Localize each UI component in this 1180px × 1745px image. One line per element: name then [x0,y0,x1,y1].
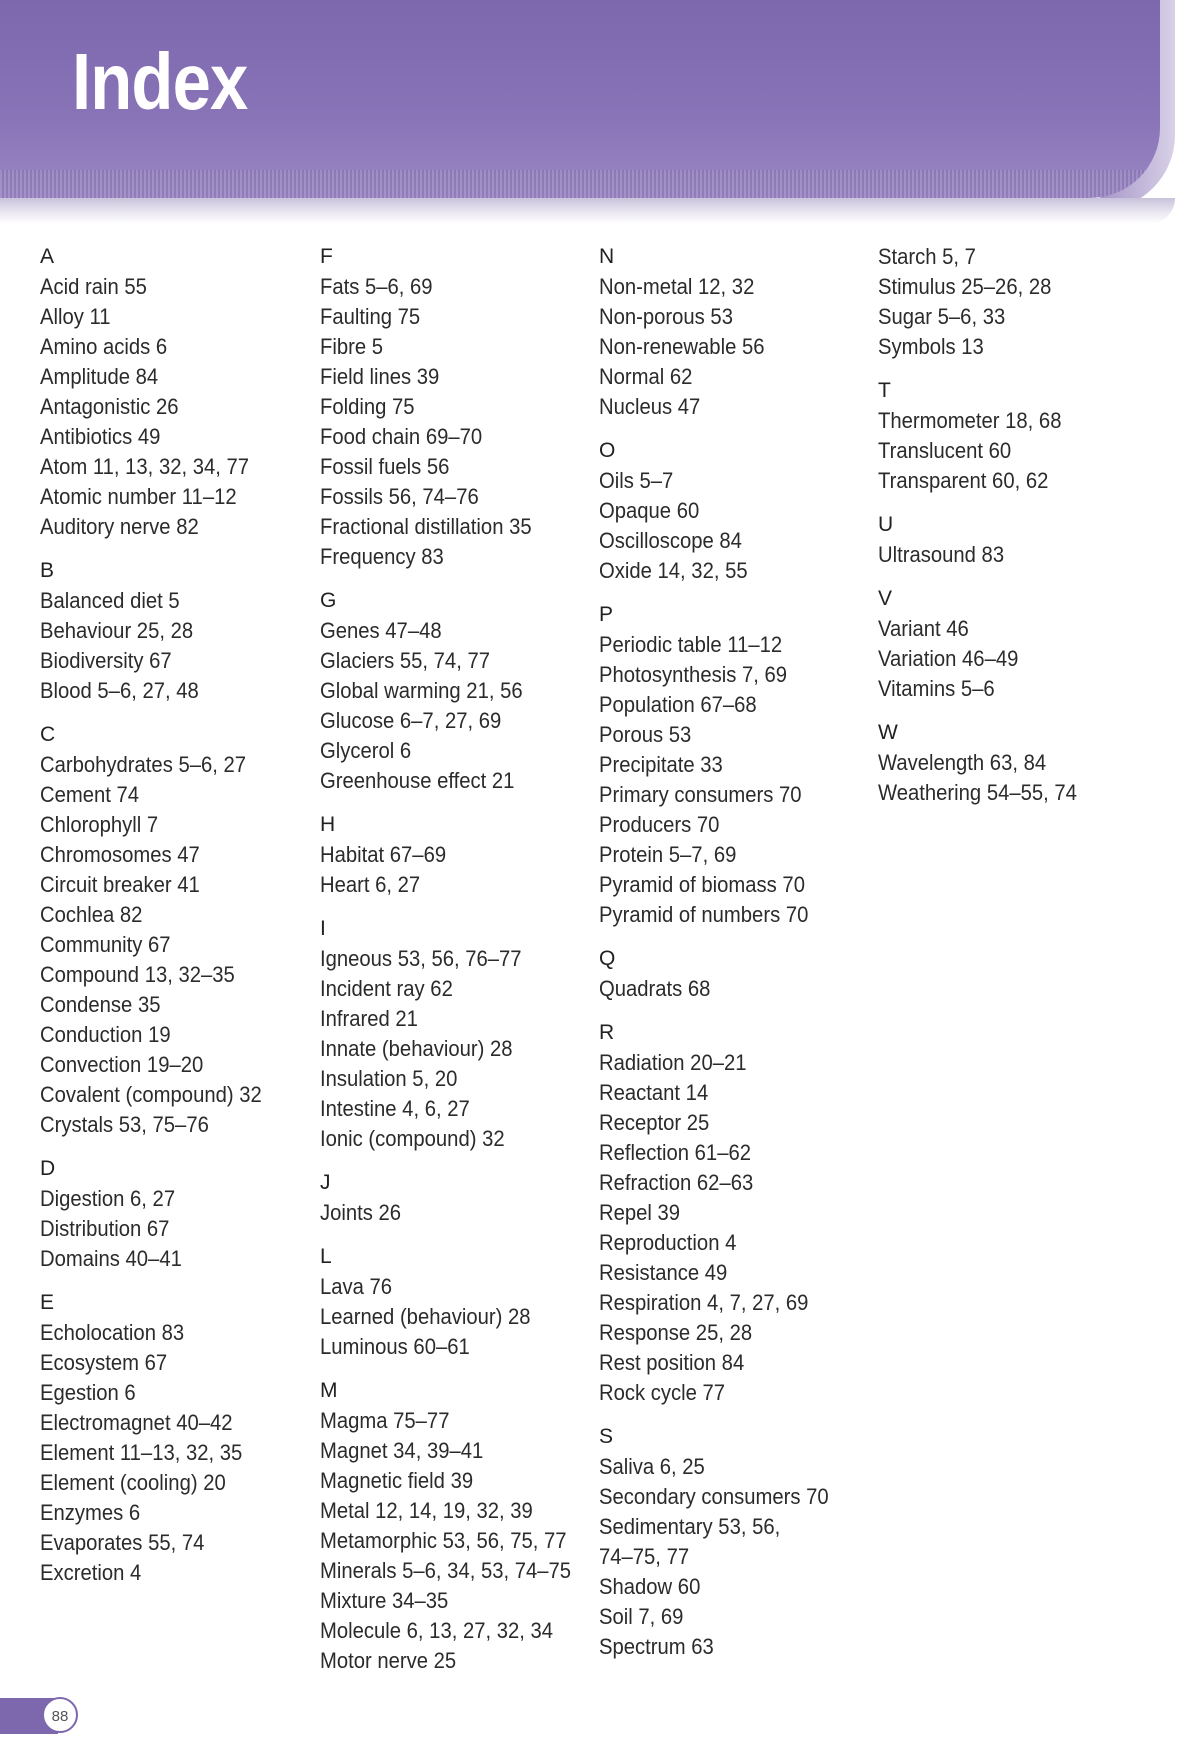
index-entry: Primary consumers 70 [599,782,802,807]
index-entry: Quadrats 68 [599,976,711,1001]
index-entry: Compound 13, 32–35 [40,962,235,987]
index-entry: Alloy 11 [40,304,111,329]
page-number: 88 [42,1697,78,1733]
index-entry: Cochlea 82 [40,902,143,927]
index-letter-heading: S [599,1425,614,1448]
index-entry: Domains 40–41 [40,1246,182,1271]
index-letter-heading: B [40,559,55,582]
index-entry: Joints 26 [320,1200,402,1225]
index-entry: Oxide 14, 32, 55 [599,558,748,583]
index-entry: Glucose 6–7, 27, 69 [320,708,502,733]
index-letter-heading: L [320,1245,332,1268]
index-entry: Vitamins 5–6 [878,676,995,701]
index-entry: Element 11–13, 32, 35 [40,1440,243,1465]
index-entry: Periodic table 11–12 [599,632,783,657]
index-entry: Heart 6, 27 [320,872,421,897]
index-entry: Soil 7, 69 [599,1604,684,1629]
index-entry: Faulting 75 [320,304,421,329]
index-entry: Folding 75 [320,394,415,419]
index-entry: Shadow 60 [599,1574,701,1599]
index-letter-heading: N [599,245,615,268]
index-entry: Pyramid of numbers 70 [599,902,809,927]
index-letter-heading: J [320,1171,331,1194]
index-entry: Thermometer 18, 68 [878,408,1062,433]
index-group [320,242,590,572]
index-entry: Evaporates 55, 74 [40,1530,205,1555]
index-entry: Respiration 4, 7, 27, 69 [599,1290,809,1315]
index-entry: Glaciers 55, 74, 77 [320,648,490,673]
index-entry: Fossils 56, 74–76 [320,484,479,509]
index-entry: Variant 46 [878,616,969,641]
index-letter-heading: V [878,587,893,610]
index-entry: Ionic (compound) 32 [320,1126,505,1151]
index-group [320,1376,590,1676]
index-entry: Conduction 19 [40,1022,171,1047]
index-group [599,242,869,422]
index-letter-heading: Q [599,947,616,970]
index-letter-heading: R [599,1021,615,1044]
index-letter-heading: P [599,603,614,626]
index-group [599,1422,869,1662]
index-entry: Oscilloscope 84 [599,528,742,553]
index-group [40,1288,310,1588]
index-entry: Oils 5–7 [599,468,674,493]
index-entry: Condense 35 [40,992,161,1017]
index-column-2 [320,242,590,1676]
index-letter-heading: G [320,589,337,612]
index-entry: Lava 76 [320,1274,393,1299]
index-entry: Population 67–68 [599,692,757,717]
index-entry: Magnetic field 39 [320,1468,474,1493]
index-entry: Sugar 5–6, 33 [878,304,1006,329]
index-entry: Covalent (compound) 32 [40,1082,262,1107]
index-letter-heading: F [320,245,333,268]
index-entry: Starch 5, 7 [878,244,976,269]
index-entry: Igneous 53, 56, 76–77 [320,946,522,971]
header-band [0,0,1160,198]
index-group [40,1154,310,1274]
index-entry: Greenhouse effect 21 [320,768,515,793]
index-entry: Magnet 34, 39–41 [320,1438,484,1463]
index-entry: Frequency 83 [320,544,444,569]
index-letter-heading: M [320,1379,338,1402]
index-entry: Fractional distillation 35 [320,514,532,539]
index-entry: Ecosystem 67 [40,1350,168,1375]
index-entry: Excretion 4 [40,1560,142,1585]
index-entry: Fats 5–6, 69 [320,274,433,299]
index-entry: Element (cooling) 20 [40,1470,226,1495]
index-entry: Non-renewable 56 [599,334,765,359]
index-letter-heading: U [878,513,894,536]
index-entry: Incident ray 62 [320,976,453,1001]
index-group [40,242,310,542]
index-entry: Spectrum 63 [599,1634,714,1659]
index-group [320,1168,590,1228]
index-entry: Normal 62 [599,364,693,389]
index-group [878,376,1148,496]
index-letter-heading: D [40,1157,56,1180]
index-entry: Echolocation 83 [40,1320,185,1345]
index-entry: Distribution 67 [40,1216,170,1241]
index-letter-heading: T [878,379,891,402]
index-entry: Fossil fuels 56 [320,454,450,479]
index-entry: Acid rain 55 [40,274,147,299]
index-entry: 74–75, 77 [599,1544,690,1569]
index-letter-heading: A [40,245,55,268]
index-entry: Rock cycle 77 [599,1380,726,1405]
index-group [878,510,1148,570]
index-entry: Genes 47–48 [320,618,442,643]
index-entry: Sedimentary 53, 56, [599,1514,781,1539]
index-group [599,600,869,930]
index-entry: Non-porous 53 [599,304,733,329]
index-entry: Cement 74 [40,782,140,807]
index-entry: Behaviour 25, 28 [40,618,194,643]
index-entry: Photosynthesis 7, 69 [599,662,788,687]
index-entry: Opaque 60 [599,498,700,523]
index-entry: Global warming 21, 56 [320,678,523,703]
index-column-4 [878,242,1148,808]
index-entry: Molecule 6, 13, 27, 32, 34 [320,1618,554,1643]
index-entry: Atomic number 11–12 [40,484,237,509]
index-entry: Ultrasound 83 [878,542,1005,567]
index-entry: Stimulus 25–26, 28 [878,274,1052,299]
index-entry: Convection 19–20 [40,1052,204,1077]
index-entry: Translucent 60 [878,438,1012,463]
index-letter-heading: O [599,439,616,462]
index-entry: Biodiversity 67 [40,648,172,673]
index-group [320,914,590,1154]
index-letter-heading: W [878,721,898,744]
index-entry: Community 67 [40,932,171,957]
index-entry: Food chain 69–70 [320,424,483,449]
index-entry: Amplitude 84 [40,364,159,389]
index-entry: Repel 39 [599,1200,681,1225]
index-entry: Reflection 61–62 [599,1140,751,1165]
index-entry: Antibiotics 49 [40,424,161,449]
index-entry: Porous 53 [599,722,692,747]
index-column-3 [599,242,869,1662]
index-entry: Insulation 5, 20 [320,1066,458,1091]
index-entry: Luminous 60–61 [320,1334,470,1359]
index-entry: Precipitate 33 [599,752,723,777]
index-entry: Circuit breaker 41 [40,872,200,897]
index-entry: Weathering 54–55, 74 [878,780,1077,805]
index-letter-heading: E [40,1291,55,1314]
index-entry: Egestion 6 [40,1380,136,1405]
index-entry: Innate (behaviour) 28 [320,1036,513,1061]
index-letter-heading: C [40,723,56,746]
index-entry: Refraction 62–63 [599,1170,754,1195]
index-group [40,720,310,1140]
page-title: Index [72,37,248,126]
index-entry: Chromosomes 47 [40,842,200,867]
header-shadow [0,198,1175,224]
index-entry: Non-metal 12, 32 [599,274,755,299]
index-entry: Field lines 39 [320,364,440,389]
index-entry: Nucleus 47 [599,394,701,419]
index-entry: Blood 5–6, 27, 48 [40,678,199,703]
index-group [320,586,590,796]
index-entry: Rest position 84 [599,1350,745,1375]
index-entry: Enzymes 6 [40,1500,141,1525]
index-column-1 [40,242,310,1588]
index-entry: Producers 70 [599,812,720,837]
index-entry: Mixture 34–35 [320,1588,449,1613]
index-entry: Protein 5–7, 69 [599,842,737,867]
index-entry: Atom 11, 13, 32, 34, 77 [40,454,250,479]
index-entry: Infrared 21 [320,1006,418,1031]
index-group [599,436,869,586]
index-entry: Pyramid of biomass 70 [599,872,805,897]
index-entry: Secondary consumers 70 [599,1484,829,1509]
index-entry: Auditory nerve 82 [40,514,199,539]
index-group [878,584,1148,704]
index-entry: Minerals 5–6, 34, 53, 74–75 [320,1558,572,1583]
index-entry: Resistance 49 [599,1260,728,1285]
index-entry: Digestion 6, 27 [40,1186,176,1211]
index-entry: Learned (behaviour) 28 [320,1304,531,1329]
index-entry: Wavelength 63, 84 [878,750,1047,775]
index-letter-heading: I [320,917,326,940]
index-group [878,242,1148,362]
index-entry: Variation 46–49 [878,646,1019,671]
index-group [40,556,310,706]
index-entry: Magma 75–77 [320,1408,450,1433]
index-group [320,810,590,900]
index-entry: Intestine 4, 6, 27 [320,1096,470,1121]
index-entry: Electromagnet 40–42 [40,1410,233,1435]
index-entry: Glycerol 6 [320,738,412,763]
index-entry: Radiation 20–21 [599,1050,747,1075]
index-group [878,718,1148,808]
index-entry: Transparent 60, 62 [878,468,1049,493]
index-entry: Antagonistic 26 [40,394,179,419]
index-entry: Receptor 25 [599,1110,710,1135]
index-entry: Reproduction 4 [599,1230,737,1255]
index-entry: Balanced diet 5 [40,588,180,613]
index-entry: Metamorphic 53, 56, 75, 77 [320,1528,567,1553]
index-entry: Symbols 13 [878,334,984,359]
index-entry: Reactant 14 [599,1080,709,1105]
index-entry: Habitat 67–69 [320,842,447,867]
index-letter-heading: H [320,813,336,836]
index-entry: Motor nerve 25 [320,1648,457,1673]
index-entry: Response 25, 28 [599,1320,753,1345]
index-group [599,944,869,1004]
index-entry: Fibre 5 [320,334,384,359]
index-group [320,1242,590,1362]
index-group [599,1018,869,1408]
index-entry: Carbohydrates 5–6, 27 [40,752,247,777]
index-entry: Amino acids 6 [40,334,168,359]
index-entry: Chlorophyll 7 [40,812,159,837]
index-entry: Crystals 53, 75–76 [40,1112,209,1137]
index-entry: Metal 12, 14, 19, 32, 39 [320,1498,533,1523]
index-entry: Saliva 6, 25 [599,1454,705,1479]
